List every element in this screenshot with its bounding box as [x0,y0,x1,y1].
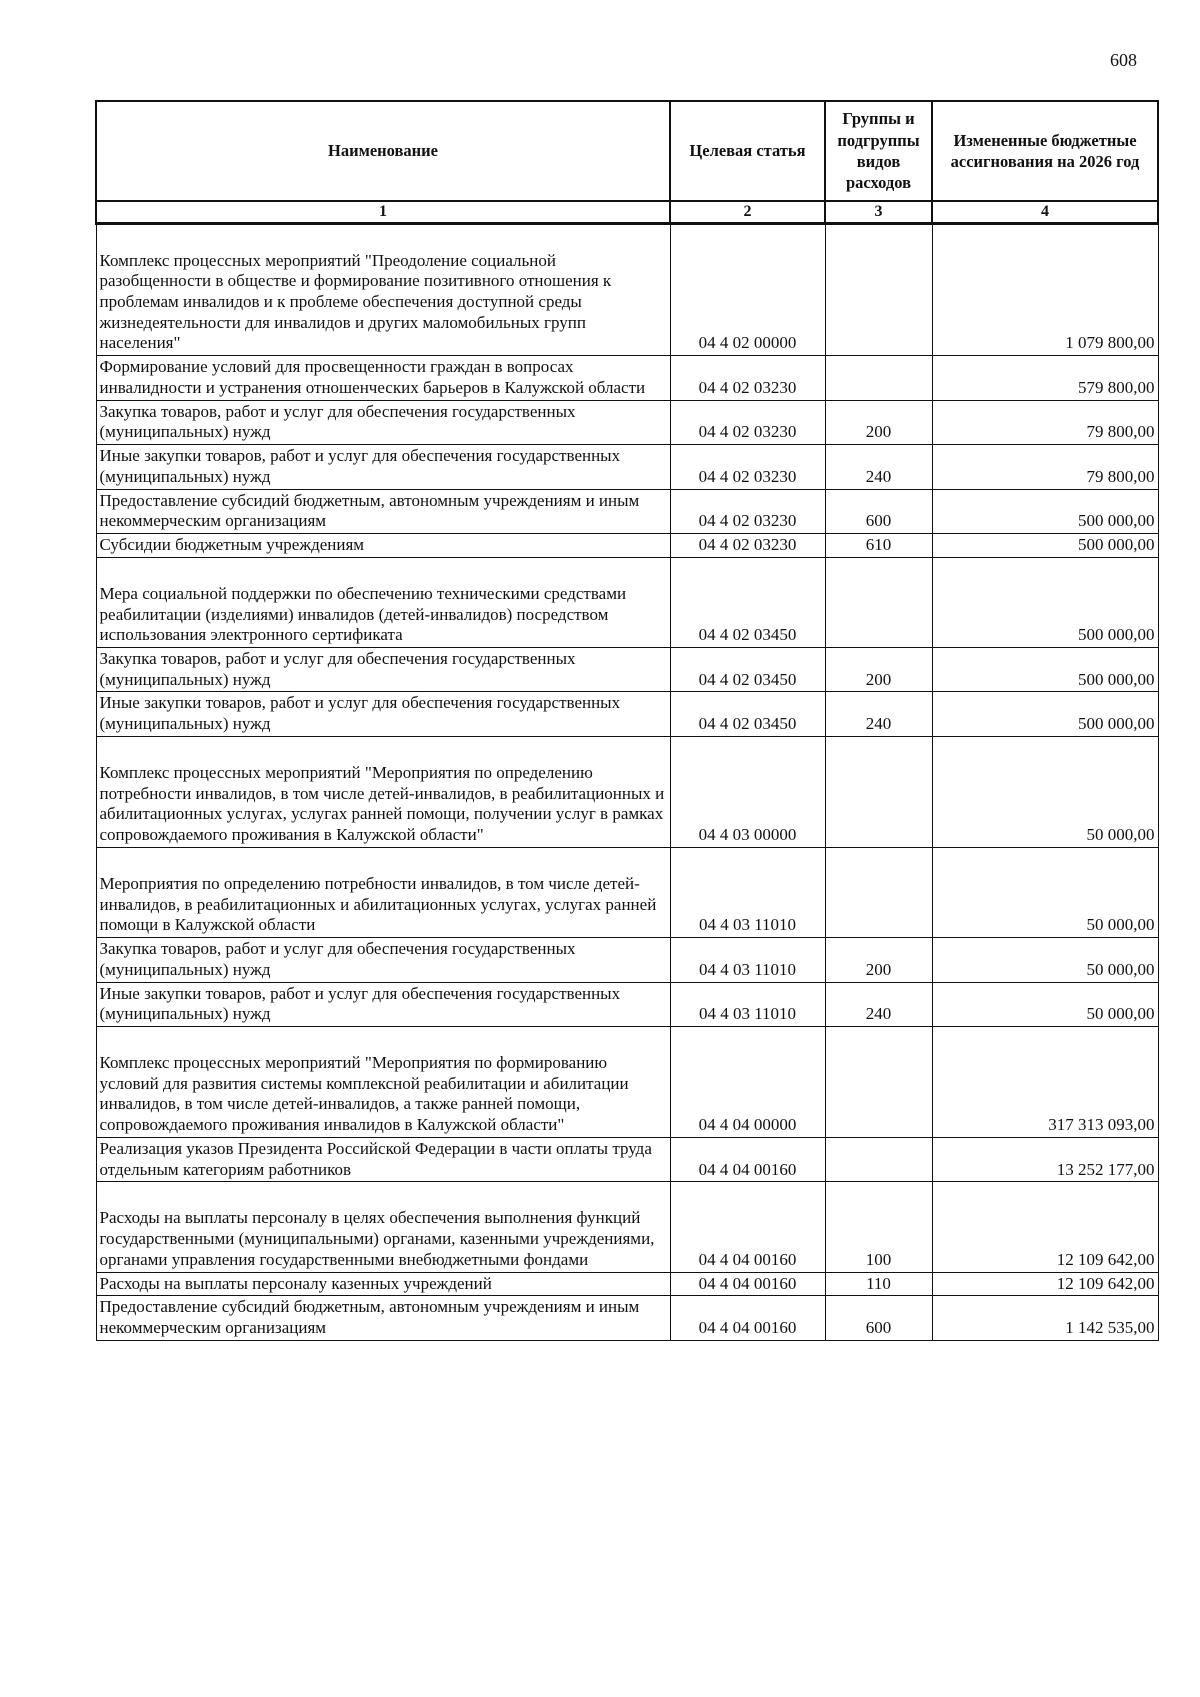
row-amount: 12 109 642,00 [932,1272,1158,1296]
row-expense-group: 610 [825,534,932,558]
row-target-article: 04 4 02 03230 [670,445,825,489]
row-target-article: 04 4 03 00000 [670,736,825,847]
table-row [96,356,1158,400]
row-expense-group: 600 [825,1296,932,1340]
row-name: Комплекс процессных мероприятий "Мероприятия по определению потребности инвалидов, в том числе детей-инвалидов, в реабилитационных и абилитационных услугах, услугах ранней помощи, получении услуг в рамках сопровождаемого проживания в Калужской области" [96,736,670,847]
row-expense-group: 240 [825,692,932,736]
row-target-article: 04 4 02 03450 [670,692,825,736]
row-target-article: 04 4 02 03230 [670,400,825,444]
row-amount: 579 800,00 [932,356,1158,400]
table-row [96,1027,1158,1138]
row-amount: 13 252 177,00 [932,1137,1158,1181]
row-name: Комплекс процессных мероприятий "Мероприятия по формированию условий для развития системы комплексной реабилитации и абилитации инвалидов, в том числе детей-инвалидов, а также ранней помощи, сопровождаемого проживания инвалидов в Калужской области" [96,1027,670,1138]
row-expense-group [825,223,932,356]
row-target-article: 04 4 04 00160 [670,1182,825,1272]
page-number: 608 [1110,50,1137,70]
row-name: Расходы на выплаты персоналу казенных учреждений [96,1272,670,1296]
row-expense-group: 200 [825,400,932,444]
row-name: Предоставление субсидий бюджетным, автономным учреждениям и иным некоммерческим организациям [96,489,670,533]
row-expense-group: 110 [825,1272,932,1296]
column-header-target-article: Целевая статья [670,101,825,201]
table-row [96,982,1158,1026]
row-name: Реализация указов Президента Российской Федерации в части оплаты труда отдельным категориям работников [96,1137,670,1181]
row-name: Расходы на выплаты персоналу в целях обеспечения выполнения функций государственными (муниципальными) органами, казенными учреждениями, органами управления государственными внебюджетными фондами [96,1182,670,1272]
row-name: Иные закупки товаров, работ и услуг для обеспечения государственных (муниципальных) нужд [96,692,670,736]
row-amount: 500 000,00 [932,534,1158,558]
column-header-name: Наименование [96,101,670,201]
row-target-article: 04 4 02 03450 [670,648,825,692]
row-expense-group [825,1137,932,1181]
table-row [96,1272,1158,1296]
row-expense-group: 240 [825,445,932,489]
row-expense-group [825,1027,932,1138]
table-row [96,648,1158,692]
table-row [96,692,1158,736]
table-row [96,489,1158,533]
row-target-article: 04 4 02 03230 [670,534,825,558]
row-amount: 317 313 093,00 [932,1027,1158,1138]
column-number-3: 3 [825,201,932,223]
column-number-4: 4 [932,201,1158,223]
row-amount: 50 000,00 [932,736,1158,847]
table-row [96,1182,1158,1272]
row-name: Мера социальной поддержки по обеспечению техническими средствами реабилитации (изделиями) инвалидов (детей-инвалидов) посредством использования электронного сертификата [96,557,670,647]
row-target-article: 04 4 04 00160 [670,1296,825,1340]
row-name: Субсидии бюджетным учреждениям [96,534,670,558]
row-expense-group [825,356,932,400]
row-expense-group [825,847,932,937]
table-row [96,736,1158,847]
row-expense-group: 100 [825,1182,932,1272]
row-amount: 79 800,00 [932,445,1158,489]
row-amount: 500 000,00 [932,489,1158,533]
column-header-expense-groups: Группы и подгруппы видов расходов [825,101,932,201]
row-name: Иные закупки товаров, работ и услуг для обеспечения государственных (муниципальных) нужд [96,445,670,489]
row-amount: 1 079 800,00 [932,223,1158,356]
table-body [96,223,1158,1340]
row-name: Формирование условий для просвещенности граждан в вопросах инвалидности и устранения отношенческих барьеров в Калужской области [96,356,670,400]
row-amount: 50 000,00 [932,938,1158,982]
row-name: Закупка товаров, работ и услуг для обеспечения государственных (муниципальных) нужд [96,400,670,444]
row-target-article: 04 4 02 00000 [670,223,825,356]
table-row [96,1296,1158,1340]
row-amount: 79 800,00 [932,400,1158,444]
table-row [96,445,1158,489]
table-header [96,101,1158,223]
row-expense-group: 240 [825,982,932,1026]
row-target-article: 04 4 03 11010 [670,847,825,937]
row-name: Закупка товаров, работ и услуг для обеспечения государственных (муниципальных) нужд [96,648,670,692]
row-target-article: 04 4 04 00160 [670,1272,825,1296]
row-expense-group: 200 [825,938,932,982]
row-target-article: 04 4 02 03230 [670,489,825,533]
row-amount: 500 000,00 [932,692,1158,736]
row-target-article: 04 4 04 00000 [670,1027,825,1138]
table-row [96,557,1158,647]
row-expense-group: 200 [825,648,932,692]
column-number-row [96,201,1158,223]
row-name: Закупка товаров, работ и услуг для обеспечения государственных (муниципальных) нужд [96,938,670,982]
row-expense-group: 600 [825,489,932,533]
row-target-article: 04 4 03 11010 [670,982,825,1026]
table-row [96,847,1158,937]
row-name: Комплекс процессных мероприятий "Преодоление социальной разобщенности в обществе и формирование позитивного отношения к проблемам инвалидов и к проблеме обеспечения доступной среды жизнедеятельности для инвалидов и других маломобильных групп населения" [96,223,670,356]
table-row [96,534,1158,558]
header-row [96,101,1158,201]
column-number-1: 1 [96,201,670,223]
table-row [96,223,1158,356]
row-target-article: 04 4 03 11010 [670,938,825,982]
row-name: Предоставление субсидий бюджетным, автономным учреждениям и иным некоммерческим организациям [96,1296,670,1340]
row-target-article: 04 4 04 00160 [670,1137,825,1181]
row-amount: 50 000,00 [932,847,1158,937]
row-amount: 500 000,00 [932,648,1158,692]
row-amount: 1 142 535,00 [932,1296,1158,1340]
row-target-article: 04 4 02 03450 [670,557,825,647]
row-expense-group [825,736,932,847]
row-expense-group [825,557,932,647]
column-number-2: 2 [670,201,825,223]
row-amount: 12 109 642,00 [932,1182,1158,1272]
column-header-allocations: Измененные бюджетные ассигнования на 2026 год [932,101,1158,201]
table-row [96,938,1158,982]
row-amount: 500 000,00 [932,557,1158,647]
row-target-article: 04 4 02 03230 [670,356,825,400]
row-amount: 50 000,00 [932,982,1158,1026]
budget-allocation-table [95,100,1159,1341]
table-row [96,400,1158,444]
row-name: Иные закупки товаров, работ и услуг для обеспечения государственных (муниципальных) нужд [96,982,670,1026]
table-row [96,1137,1158,1181]
row-name: Мероприятия по определению потребности инвалидов, в том числе детей-инвалидов, в реабилитационных и абилитационных услугах, услугах ранней помощи в Калужской области [96,847,670,937]
